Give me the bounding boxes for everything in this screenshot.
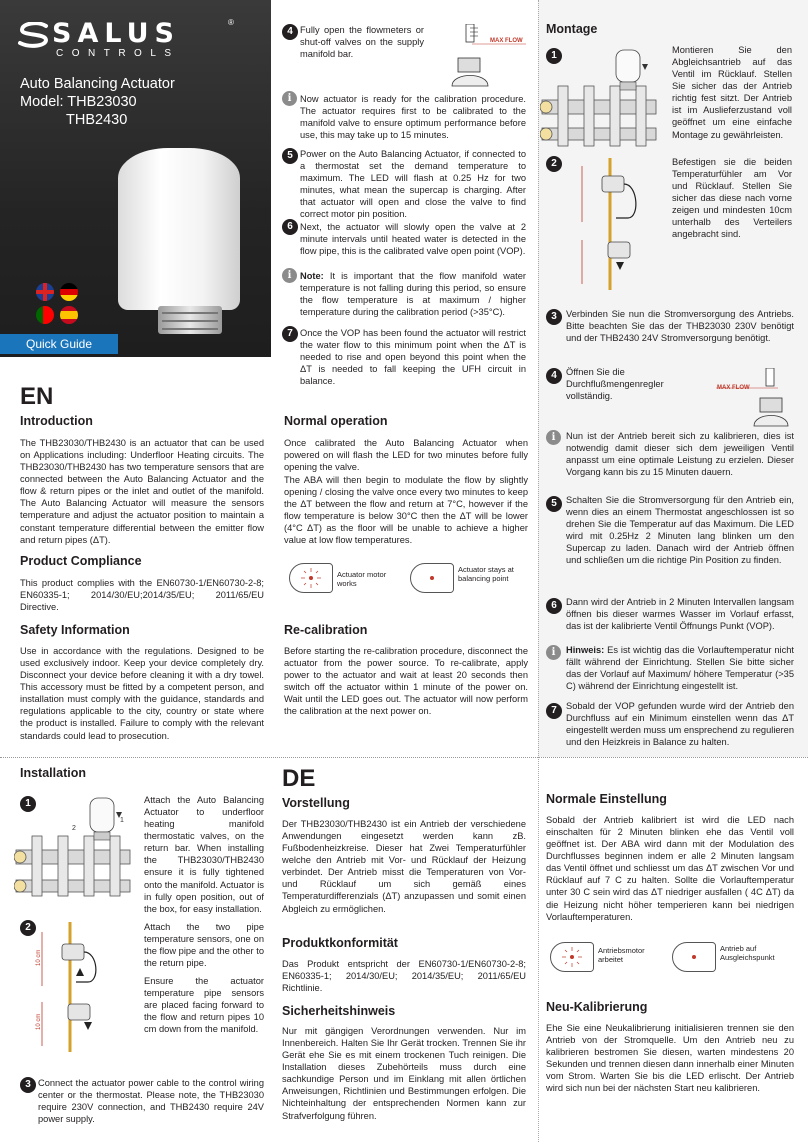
de-compliance-text: Das Produkt entspricht der EN60730-1/EN60730-2-8; EN60335-1; 2014/30/EU; 2014/35/EU; 2011/65/EU Richtlinie.	[282, 959, 526, 994]
de-step-1-text: Montieren Sie den Abgleichsantrieb auf das Ventil im Rücklauf. Stellen Sie sicher das der Antrieb richtig fest sitzt. Der Antrieb ist im Auslieferzustand voll geöffnet um eine einfache Montage zu gewährleisten.	[672, 45, 792, 140]
de-step-3-text: Verbinden Sie nun die Stromversorgung des Antriebs. Bitte beachten Sie das der THB23030 230V benötigt und der THB2430 24V Stromversorgung benötigt.	[566, 309, 794, 344]
de-flowmeter-illustration	[716, 368, 800, 428]
en-recal-heading: Re-calibration	[284, 623, 368, 637]
de-manifold-illustration	[540, 48, 658, 154]
step-2-badge: 2	[20, 920, 36, 936]
de-info-icon: i	[546, 430, 561, 445]
en-step-1-text: Attach the Auto Balancing Actuator to underfloor heating manifold thermostatic valves, on the return bar. When installing the THB23030/THB2430 ensure it is fully tightened onto the manifold. Actuator is in fully open position, out of the box, for easy installation.	[144, 795, 264, 914]
en-install-heading: Installation	[20, 766, 86, 780]
de-normal-heading: Normale Einstellung	[546, 792, 667, 806]
de-led-balancing-icon	[672, 942, 716, 972]
balancing-point-label: Actuator stays at balancing point	[458, 565, 514, 583]
step-3-badge: 3	[20, 1077, 36, 1093]
de-language-label: DE	[282, 765, 316, 792]
de-normal-text: Sobald der Antrieb kalibriert ist wird die LED nach einschalten für 2 Minuten blinken ehe das Ventil voll geöffnet ist. Der ABA wird dann mit der Modulation des Durchflusses beginnen indem er alle 2 Minuten langsam das Ventil öffnet und schliesst um das ΔT zwischen Vor und Rücklauf auf 7 C zu halten. Sollte die Vorlauftemperatur unter 30 C sein wird das ΔT niedriger ausfallen ( 4C ΔT) da die Heizung nicht höher temperieren kann bei niedrigen Vorlauftemperaturen.	[546, 815, 794, 922]
flag-germany-icon	[60, 283, 78, 301]
actuator-product-image	[118, 148, 250, 338]
flag-portugal-icon	[36, 306, 54, 324]
en-step-2a-text: Attach the two pipe temperature sensors, one on the flow pipe and the other to the return pipe.	[144, 922, 264, 969]
de-info-text: Nun ist der Antrieb bereit sich zu kalibrieren, dies ist notwendig damit dieser sich dem jeweiligen Ventil anpasst um eine optimale Leistung zu erzielen. Dieser Vorgang kann bis zu 15 Minuten dauern.	[566, 431, 794, 478]
svg-text:10 cm: 10 cm	[36, 949, 42, 966]
product-title-line1: Auto Balancing Actuator	[20, 76, 175, 92]
en-intro-heading: Introduction	[20, 414, 93, 428]
de-note-body: Es ist wichtig das die Vorlauftemperatur nicht fällt während der Einrichtung. Stellen Sie bitte sicher das der Vorlauf auf Maximum/ höhere Temperatur (>35 C) während der Einrichtung eingestellt ist.	[566, 645, 794, 692]
quick-guide-label: Quick Guide	[26, 337, 93, 351]
en-compliance-text: This product complies with the EN60730-1/EN60730-2-8; EN60335-1; 2014/30/EU;2014/35/EU; 2011/65/EU Directive.	[20, 578, 264, 613]
de-intro-heading: Vorstellung	[282, 796, 350, 810]
de-safety-heading: Sicherheitshinweis	[282, 1004, 396, 1018]
flag-spain-icon	[60, 306, 78, 324]
salus-logo-icon	[16, 22, 52, 48]
flag-uk-icon	[36, 283, 54, 301]
note-info-icon: i	[282, 268, 297, 283]
divider	[0, 757, 540, 758]
en-step-2b-text: Ensure the actuator temperature pipe sensors are placed facing forward to the flow and return pipes 10 cm down from the manifold.	[144, 976, 264, 1035]
de-step-5-badge: 5	[546, 496, 562, 512]
en-normal-text-2: The ABA will then begin to modulate the flow by slightly opening / closing the valve once every two minutes to keep the ΔT between the flow and return at 7°C, however if the flow temperature is below 30°C then the ΔT will be lower (4°C ΔT) as the floor will be unable to achieve a higher value at low flow temperatures.	[284, 475, 528, 546]
en-intro-text: The THB23030/THB2430 is an actuator that can be used on Applications including: Underfloor Heating circuits. The THB23030/THB2430 has two temperature sensors that are connected between the Auto Balancing Actuator and the flow & return pipes or the inlet and outlet of the manifold. The Auto Balancing Actuator will measure the sensors temperature and adjust the actuator position to maintain a constant temperature differential between the emitter flow and return pipes (ΔT).	[20, 438, 264, 545]
flowmeter-illustration	[442, 24, 526, 88]
de-step-2-badge: 2	[546, 156, 562, 172]
en-normal-text-1: Once calibrated the Auto Balancing Actuator when powered on will flash the LED for two minutes before fully opening the valve.	[284, 438, 528, 473]
motor-works-label: Actuator motor works	[337, 570, 387, 588]
brand-name: SALUS	[52, 18, 180, 49]
manifold-illustration	[14, 796, 132, 906]
note-label: Note:	[300, 271, 324, 281]
de-step-2-text: Befestigen sie die beiden Temperaturfühler am Vor und Rücklauf. Stellen Sie sicher das diese nach vorne zeigen und mindesten 10cm unterhalb des Verteilers angebracht sind.	[672, 157, 792, 240]
note-body: It is important that the flow manifold water temperature is not falling during this period, so ensure the flow temperature is at maximum / higher temperature during the calibration period (>35°C).	[300, 271, 526, 318]
en-info-text: Now actuator is ready for the calibration procedure. The actuator requires first to be calibrated to the manifold valve to ensure optimum performance before use, this may take up to 15 minutes.	[300, 94, 526, 141]
step-7-badge: 7	[282, 326, 298, 342]
de-step-3-badge: 3	[546, 309, 562, 325]
de-led-motor-icon	[550, 942, 594, 972]
de-intro-text: Der THB23030/THB2430 ist ein Antrieb der verschiedene Anwendungen eingesetzt werden kann zB. Fußbodenheizkreise. Dieser hat Zwei Temperaturfühler welche den Antrieb mit Vor- und Rücklauf der Heizung verbindet. Der Antrieb misst die Temperaturen von Vor- und Rücklauf um sich gemäß eines Temperaturdifferenzials (ΔT) anzupassen und somit einen Abgleich zu ermöglichen.	[282, 819, 526, 914]
de-balancing-label: Antrieb auf Ausgleichspunkt	[720, 944, 775, 962]
en-step-5-text: Power on the Auto Balancing Actuator, if connected to a thermostat set the demand temperature to maximum. The LED will flash at 0.25 Hz for two minutes, what mean the supercap is charging. After that actuator will open and close the valve to find correct motor pin position.	[300, 149, 526, 220]
product-title-line3: THB2430	[66, 112, 128, 128]
led-balancing-icon	[410, 563, 454, 593]
right-divider	[538, 757, 808, 758]
sensor-placement-illustration	[28, 922, 110, 1052]
en-step-4-text: Fully open the flowmeters or shut-off valves on the supply manifold bar.	[300, 25, 424, 60]
de-step-1-badge: 1	[546, 48, 562, 64]
en-step-7-text: Once the VOP has been found the actuator will restrict the water flow to this minimum point when the ΔT is needed to rise and open beyond this point when the ΔT is needed to fall keeping the UFH circuit in balance.	[300, 328, 526, 387]
de-step-4-text: Öffnen Sie die Durchflußmengenregler vollständig.	[566, 367, 664, 402]
step-6-badge: 6	[282, 219, 298, 235]
de-step-6-text: Dann wird der Antrieb in 2 Minuten Intervallen langsam öffnen bis dieser warmes Wasser im Vorlauf erfasst, das ist der kalibrierte Ventil Öffnungs Punkt (VOP).	[566, 597, 794, 632]
de-compliance-heading: Produktkonformität	[282, 936, 398, 950]
column-divider	[538, 0, 539, 1142]
brand-sub: CONTROLS	[56, 48, 180, 59]
max-flow-label: MAX FLOW	[490, 38, 523, 44]
brand-reg: ®	[228, 18, 234, 27]
de-note-label: Hinweis:	[566, 645, 605, 655]
product-title-line2: Model: THB23030	[20, 94, 137, 110]
cover-panel	[0, 0, 271, 357]
de-note-text	[566, 644, 794, 692]
en-safety-text: Use in accordance with the regulations. Designed to be used exclusively indoor. Keep your device completely dry. Disconnect your device before cleaning it with a dry towel. This accessory must be fitted by a competent person, and installation must comply with the guidance, standards and regulations applicable to the city, country or state where the product is installed. Failure to comply with the relevant standards could lead to prosecution.	[20, 646, 264, 741]
de-step-7-text: Sobald der VOP gefunden wurde wird der Antrieb den Durchfluss auf ein Minimum einstellen wenn das ΔT eingestellt werden muss um ensprechend zu regulieren und den Heizkreis in Balance zu halten.	[566, 701, 794, 748]
en-normal-heading: Normal operation	[284, 414, 388, 428]
step-1-badge: 1	[20, 796, 36, 812]
de-motor-works-label: Antriebsmotor arbeitet	[598, 946, 645, 964]
en-step-6-text: Next, the actuator will slowly open the valve at 2 minute intervals until heated water is detected in the flow pipe, this is the calibrated valve open point (VOP).	[300, 222, 526, 257]
svg-text:10 cm: 10 cm	[36, 1013, 42, 1030]
de-montage-heading: Montage	[546, 22, 598, 36]
de-sensor-illustration	[570, 158, 650, 290]
de-step-4-badge: 4	[546, 368, 562, 384]
svg-text:1: 1	[120, 817, 124, 824]
en-recal-text: Before starting the re-calibration procedure, disconnect the actuator from the power source. To re-calibrate, apply power to the actuator and wait at least 20 seconds then switch off the actuator within 1 minute of the power on. Wait until the LED goes out. The actuator will now perform the calibration at the next power on.	[284, 646, 528, 717]
de-step-6-badge: 6	[546, 598, 562, 614]
de-step-5-text: Schalten Sie die Stromversorgung für den Antrieb ein, wenn dies an einem Thermostat angeschlossen ist so drehen Sie die Temperatur auf das Maximum. Die LED wird mit 0.25Hz 2 Minuten lang blinken um den Supercap zu laden. Danach wird der Antrieb öffnen und schließen um die richtige Pin Position zu finden.	[566, 495, 794, 566]
de-max-flow-label: MAX FLOW	[717, 385, 750, 391]
de-safety-text: Nur mit gängigen Verordnungen verwenden. Nur im Innenbereich. Halten Sie Ihr Gerät trocken. Trennen Sie ihr Gerät ehe Sie es mit einem trockenen Tuch reinigen. Die Installation dieses Zubehörteils muss durch eine sachkundige Person und im Einklang mit allen örtlichen Anweisungen, Richtlinien und Bestimmungen erfolgen. Die Nichteinhaltung der entsprechenden Normen kann zur Strafverfolgung führen.	[282, 1026, 526, 1121]
en-safety-heading: Safety Information	[20, 623, 130, 637]
led-motor-works-icon	[289, 563, 333, 593]
de-note-info-icon: i	[546, 645, 561, 660]
info-icon: i	[282, 91, 297, 106]
svg-text:2: 2	[72, 825, 76, 832]
de-step-7-badge: 7	[546, 703, 562, 719]
en-compliance-heading: Product Compliance	[20, 554, 142, 568]
en-step-3-text: Connect the actuator power cable to the control wiring center or the thermostat. Please note, the THB23030 require 230V connection, and THB2430 require 24V power supply.	[38, 1078, 264, 1125]
en-note-text	[300, 270, 526, 318]
de-recal-text: Ehe Sie eine Neukalibrierung initialisieren trennen sie den Antrieb von der Stromquelle. Um den Antrieb neu zu kalibrieren bestromen Sie diesen, warten mindestens 20 Sekunden und trennen diesen dann innerhalb einer Minuten vom Strom. Warten Sie bis die LED erlischt. Der Antrieb wird sich nun bei der nächsten Start neu kalibrieren.	[546, 1023, 794, 1094]
de-recal-heading: Neu-Kalibrierung	[546, 1000, 648, 1014]
step-4-badge: 4	[282, 24, 298, 40]
step-5-badge: 5	[282, 148, 298, 164]
en-language-label: EN	[20, 383, 54, 410]
